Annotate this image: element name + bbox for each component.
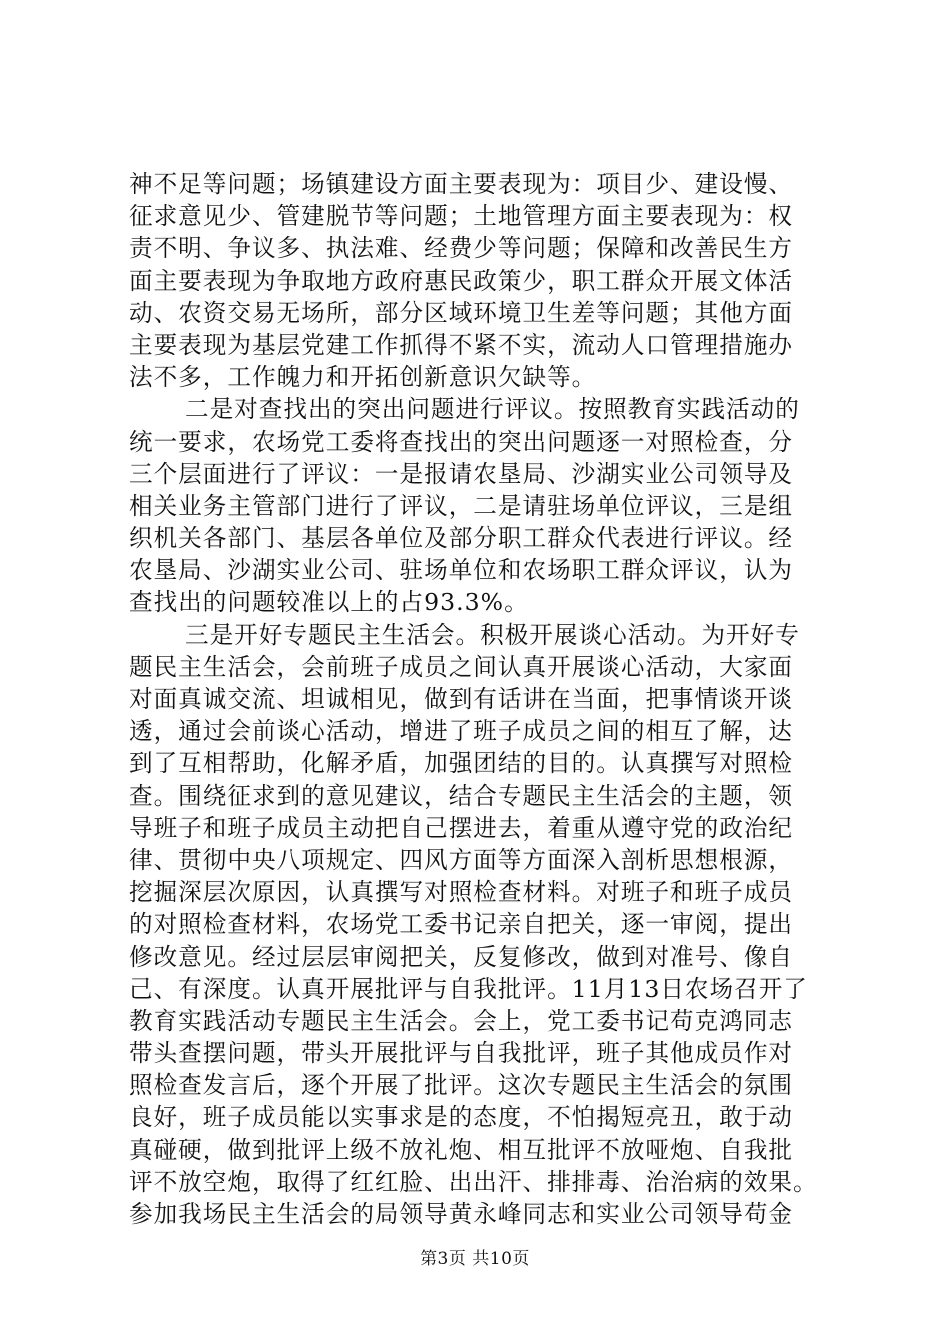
text-line: 动、农资交易无场所，部分区域环境卫生差等问题；其他方面 bbox=[129, 298, 794, 327]
text-line: 神不足等问题；场镇建设方面主要表现为：项目少、建设慢、 bbox=[129, 170, 794, 198]
text-line: 良好，班子成员能以实事求是的态度，不怕揭短亮丑，敢于动 bbox=[129, 1103, 794, 1132]
text-line: 责不明、争议多、执法难、经费少等问题；保障和改善民生方 bbox=[129, 234, 794, 263]
text-line: 透，通过会前谈心活动，增进了班子成员之间的相互了解，达 bbox=[129, 717, 794, 746]
text-line: 修改意见。经过层层审阅把关，反复修改，做到对准号、像自 bbox=[129, 942, 794, 971]
text-line: 法不多，工作魄力和开拓创新意识欠缺等。 bbox=[129, 363, 597, 392]
text-line: 查找出的问题较准以上的占93.3%。 bbox=[129, 588, 529, 617]
text-line: 三个层面进行了评议：一是报请农垦局、沙湖实业公司领导及 bbox=[129, 459, 794, 488]
text-line: 相关业务主管部门进行了评议，二是请驻场单位评议，三是组 bbox=[129, 491, 794, 520]
text-line: 查。围绕征求到的意见建议，结合专题民主生活会的主题，领 bbox=[129, 781, 794, 810]
text-line: 挖掘深层次原因，认真撰写对照检查材料。对班子和班子成员 bbox=[129, 878, 794, 907]
text-line: 评不放空炮，取得了红红脸、出出汗、排排毒、治治病的效果。 bbox=[129, 1167, 818, 1196]
text-line: 照检查发言后，逐个开展了批评。这次专题民主生活会的氛围 bbox=[129, 1071, 794, 1100]
text-line: 真碰硬，做到批评上级不放礼炮、相互批评不放哑炮、自我批 bbox=[129, 1135, 794, 1164]
text-line: 的对照检查材料，农场党工委书记亲自把关，逐一审阅，提出 bbox=[129, 910, 794, 939]
text-line: 教育实践活动专题民主生活会。会上，党工委书记苟克鸿同志 bbox=[129, 1006, 794, 1035]
text-line: 己、有深度。认真开展批评与自我批评。11月13日农场召开了 bbox=[129, 974, 808, 1003]
text-line: 农垦局、沙湖实业公司、驻场单位和农场职工群众评议，认为 bbox=[129, 556, 794, 585]
text-line: 对面真诚交流、坦诚相见，做到有话讲在当面，把事情谈开谈 bbox=[129, 685, 794, 713]
paragraph-start-line: 二是对查找出的突出问题进行评议。按照教育实践活动的 bbox=[185, 395, 800, 424]
text-line: 导班子和班子成员主动把自己摆进去，着重从遵守党的政治纪 bbox=[129, 813, 794, 842]
text-line: 织机关各部门、基层各单位及部分职工群众代表进行评议。经 bbox=[129, 524, 794, 553]
body-text bbox=[129, 168, 835, 1230]
text-line: 参加我场民主生活会的局领导黄永峰同志和实业公司领导苟金 bbox=[129, 1200, 794, 1228]
text-line: 面主要表现为争取地方政府惠民政策少，职工群众开展文体活 bbox=[129, 266, 794, 295]
text-line: 到了互相帮助，化解矛盾，加强团结的目的。认真撰写对照检 bbox=[129, 749, 794, 778]
text-line: 统一要求，农场党工委将查找出的突出问题逐一对照检查，分 bbox=[129, 427, 794, 456]
text-line: 征求意见少、管建脱节等问题；土地管理方面主要表现为：权 bbox=[129, 202, 794, 231]
text-line: 题民主生活会，会前班子成员之间认真开展谈心活动，大家面 bbox=[129, 652, 794, 681]
paragraph-start-line: 三是开好专题民主生活会。积极开展谈心活动。为开好专 bbox=[185, 620, 800, 649]
text-line: 带头查摆问题，带头开展批评与自我批评，班子其他成员作对 bbox=[129, 1039, 794, 1068]
text-line: 主要表现为基层党建工作抓得不紧不实，流动人口管理措施办 bbox=[129, 330, 794, 359]
text-line: 律、贯彻中央八项规定、四风方面等方面深入剖析思想根源， bbox=[129, 845, 794, 874]
page-number-footer: 第3页 共10页 bbox=[420, 1249, 530, 1269]
